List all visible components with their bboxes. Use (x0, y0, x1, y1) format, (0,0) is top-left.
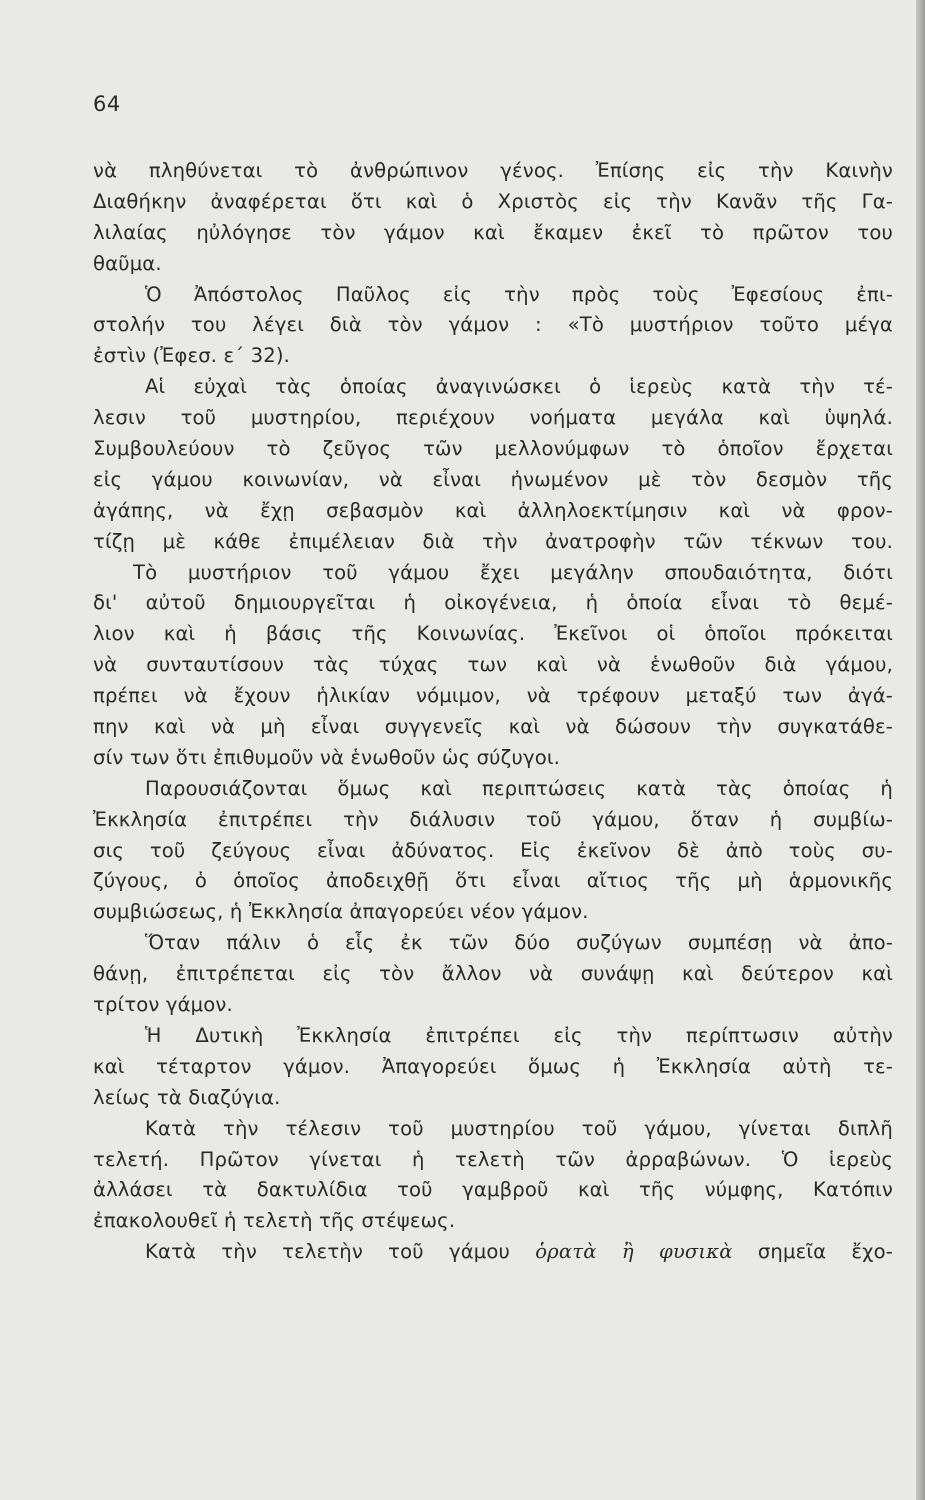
paragraph-start-line: Παρουσιάζονται ὅμως καὶ περιπτώσεις κατὰ τὰς ὁποίας ἡ (145, 776, 893, 800)
text-line: ἐπακολουθεῖ ἡ τελετὴ τῆς στέψεως. (93, 1209, 456, 1233)
body-text (93, 156, 893, 1268)
text-line: σίν των ὅτι ἐπιθυμοῦν νὰ ἑνωθοῦν ὡς σύζυγοι. (93, 745, 560, 769)
text-line: τίζῃ μὲ κάθε ἐπιμέλειαν διὰ τὴν ἀνατροφὴν τῶν τέκνων του. (93, 529, 893, 553)
text-line: ἐστὶν (Ἐφεσ. ε΄ 32). (93, 344, 290, 368)
text-line: λιον καὶ ἡ βάσις τῆς Κοινωνίας. Ἐκεῖνοι οἱ ὁποῖοι πρόκειται (93, 622, 893, 646)
text-line: δι' αὐτοῦ δημιουργεῖται ἡ οἰκογένεια, ἡ ὁποία εἶναι τὸ θεμέ- (93, 591, 893, 615)
text-line: Συμβουλεύουν τὸ ζεῦγος τῶν μελλονύμφων τὸ ὁποῖον ἔρχεται (93, 437, 893, 461)
text-line: Ἐκκλησία ἐπιτρέπει τὴν διάλυσιν τοῦ γάμου, ὅταν ἡ συμβίω- (93, 807, 893, 831)
text-line: στολήν του λέγει διὰ τὸν γάμον : «Τὸ μυστήριον τοῦτο μέγα (93, 313, 893, 337)
paragraph-start-line: Ἡ Δυτικὴ Ἐκκλησία ἐπιτρέπει εἰς τὴν περίπτωσιν αὐτὴν (145, 1023, 893, 1047)
paragraph-start-line: Ὁ Ἀπόστολος Παῦλος εἰς τὴν πρὸς τοὺς Ἐφεσίους ἐπι- (145, 282, 893, 306)
text-line: λιλαίας ηὐλόγησε τὸν γάμον καὶ ἔκαμεν ἐκεῖ τὸ πρῶτον του (93, 220, 893, 244)
text-segment: σημεῖα ἔχο- (732, 1240, 893, 1264)
text-line: εἰς γάμου κοινωνίαν, νὰ εἶναι ἠνωμένον μὲ τὸν δεσμὸν τῆς (93, 467, 893, 491)
paragraph-start-line: Κατὰ τὴν τέλεσιν τοῦ μυστηρίου τοῦ γάμου, γίνεται διπλῆ (145, 1116, 893, 1140)
paragraph-start-line: Τὸ μυστήριον τοῦ γάμου ἔχει μεγάλην σπουδαιότητα, διότι (133, 560, 893, 584)
text-line: λεσιν τοῦ μυστηρίου, περιέχουν νοήματα μεγάλα καὶ ὑψηλά. (93, 406, 893, 430)
text-line: τελετή. Πρῶτον γίνεται ἡ τελετὴ τῶν ἀρραβώνων. Ὁ ἱερεὺς (93, 1147, 893, 1171)
text-line: ἀγάπης, νὰ ἔχῃ σεβασμὸν καὶ ἀλληλοεκτίμησιν καὶ νὰ φρον- (93, 498, 893, 522)
text-line: σις τοῦ ζεύγους εἶναι ἀδύνατος. Εἰς ἐκεῖνον δὲ ἀπὸ τοὺς συ- (93, 838, 893, 862)
text-line: πρέπει νὰ ἔχουν ἡλικίαν νόμιμον, νὰ τρέφουν μεταξύ των ἀγά- (93, 684, 893, 708)
text-segment: Κατὰ τὴν τελετὴν τοῦ γάμου (145, 1240, 536, 1264)
page-edge (916, 0, 925, 1500)
text-line: νὰ συνταυτίσουν τὰς τύχας των καὶ νὰ ἑνωθοῦν διὰ γάμου, (93, 653, 893, 677)
text-line: θάνῃ, ἐπιτρέπεται εἰς τὸν ἄλλον νὰ συνάψῃ καὶ δεύτερον καὶ (93, 962, 893, 986)
text-line: πην καὶ νὰ μὴ εἶναι συγγενεῖς καὶ νὰ δώσουν τὴν συγκατάθε- (93, 715, 893, 739)
paragraph-start-line (93, 1237, 893, 1268)
text-line: ζύγους, ὁ ὁποῖος ἀποδειχθῇ ὅτι εἶναι αἴτιος τῆς μὴ ἁρμονικῆς (93, 869, 893, 893)
italic-text-segment: ὁρατὰ ἢ φυσικὰ (535, 1240, 733, 1264)
page-number: 64 (93, 92, 121, 116)
text-line: συμβιώσεως, ἡ Ἐκκλησία ἀπαγορεύει νέον γάμον. (93, 900, 589, 924)
text-line: καὶ τέταρτον γάμον. Ἀπαγορεύει ὅμως ἡ Ἐκκλησία αὐτὴ τε- (93, 1054, 893, 1078)
paragraph-start-line: Ὅταν πάλιν ὁ εἷς ἐκ τῶν δύο συζύγων συμπέσῃ νὰ ἀπο- (145, 931, 893, 955)
text-line: ἀλλάσει τὰ δακτυλίδια τοῦ γαμβροῦ καὶ τῆς νύμφης, Κατόπιν (93, 1178, 893, 1202)
text-line: Διαθήκην ἀναφέρεται ὅτι καὶ ὁ Χριστὸς εἰς τὴν Κανᾶν τῆς Γα- (93, 189, 893, 213)
text-line: λείως τὰ διαζύγια. (93, 1085, 281, 1109)
text-line: θαῦμα. (93, 251, 162, 275)
paragraph-start-line: Αἱ εὐχαὶ τὰς ὁποίας ἀναγινώσκει ὁ ἱερεὺς κατὰ τὴν τέ- (145, 375, 893, 399)
text-line: νὰ πληθύνεται τὸ ἀνθρώπινον γένος. Ἐπίσης εἰς τὴν Καινὴν (93, 159, 893, 182)
text-line: τρίτον γάμον. (93, 993, 233, 1017)
